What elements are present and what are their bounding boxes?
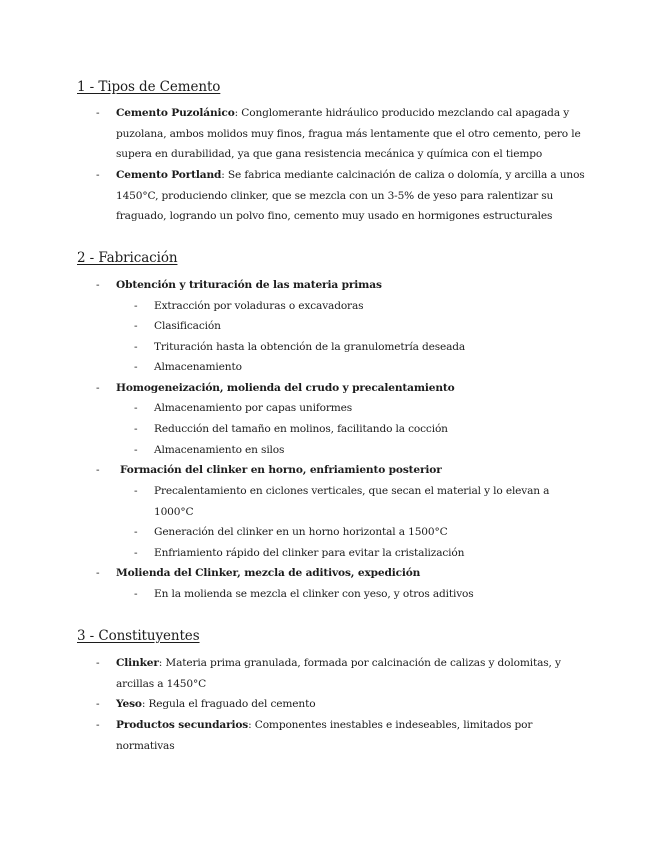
sub-item (134, 419, 574, 440)
list-dash: - (134, 402, 138, 414)
sub-item (134, 337, 574, 358)
list-dash: - (134, 444, 138, 456)
sub-item-text: Almacenamiento por capas uniformes (154, 402, 353, 414)
list-dash: - (134, 361, 138, 373)
sub-item (134, 316, 574, 337)
list-dash: - (134, 320, 138, 332)
sub-item-text: Reducción del tamaño en molinos, facilitando la cocción (154, 423, 448, 435)
section-heading-constituyentes: 3 - Constituyentes (77, 628, 200, 644)
sub-item-text: Trituración hasta la obtención de la granulometría deseada (154, 341, 466, 353)
list-dash: - (96, 567, 100, 579)
term: Cemento Puzolánico (116, 107, 235, 119)
list-item-cemento-puzolanico (96, 103, 586, 165)
sub-item-text: Extracción por voladuras o excavadoras (154, 300, 364, 312)
sub-item (134, 296, 574, 317)
definition: : Componentes inestables e indeseables, limitados por normativas (116, 719, 533, 752)
list-dash: - (96, 382, 100, 394)
list-dash: - (134, 341, 138, 353)
term: Clinker (116, 657, 159, 669)
sub-item (134, 357, 574, 378)
sub-item (134, 584, 574, 605)
term: Yeso (116, 698, 142, 710)
sub-item (134, 543, 574, 564)
term: Cemento Portland (116, 169, 222, 181)
group-title: Obtención y trituración de las materia primas (116, 279, 382, 291)
list-dash: - (96, 169, 100, 181)
sub-item-text: Clasificación (154, 320, 221, 332)
list-dash: - (96, 657, 100, 669)
section-heading-tipos: 1 - Tipos de Cemento (77, 79, 221, 95)
list-dash: - (96, 464, 100, 476)
sub-item-text: Generación del clinker en un horno horizontal a 1500°C (154, 526, 448, 538)
list-dash: - (96, 279, 100, 291)
list-dash: - (134, 526, 138, 538)
definition: : Conglomerante hidráulico producido mezclando cal apagada y puzolana, ambos molidos muy finos, fragua más lentamente que el otro cemento, pero le supera en durabilidad, ya que gana resistencia mecánica y química con el tiempo (116, 107, 581, 160)
definition: : Materia prima granulada, formada por calcinación de calizas y dolomitas, y arcillas a 1450°C (116, 657, 561, 690)
group-title: Homogeneización, molienda del crudo y precalentamiento (116, 382, 455, 394)
group-title: Molienda del Clinker, mezcla de aditivos, expedición (116, 567, 421, 579)
list-dash: - (134, 588, 138, 600)
list-dash: - (96, 698, 100, 710)
group-title-homogeneizacion (96, 378, 586, 399)
list-item-clinker (96, 653, 586, 694)
definition: : Se fabrica mediante calcinación de caliza o dolomía, y arcilla a unos 1450°C, produciendo clinker, que se mezcla con un 3-5% de yeso para ralentizar su fraguado, logrando un polvo fino, cemento muy usado en hormigones estructurales (116, 169, 585, 222)
list-dash: - (96, 107, 100, 119)
sub-item-text: Enfriamiento rápido del clinker para evitar la cristalización (154, 547, 465, 559)
sub-item-text: Almacenamiento en silos (154, 444, 285, 456)
sub-item (134, 522, 574, 543)
sub-item-text: Precalentamiento en ciclones verticales, que secan el material y lo elevan a 1000°C (154, 485, 550, 518)
list-dash: - (134, 485, 138, 497)
list-dash: - (134, 423, 138, 435)
term: Productos secundarios (116, 719, 249, 731)
sub-item-text: Almacenamiento (154, 361, 242, 373)
sub-item (134, 481, 574, 522)
list-item-cemento-portland (96, 165, 586, 227)
list-item-yeso (96, 694, 586, 715)
group-title-formacion (96, 460, 590, 481)
group-title-obtencion (96, 275, 586, 296)
sub-item (134, 440, 574, 461)
list-dash: - (96, 719, 100, 731)
list-item-productos-secundarios (96, 715, 586, 756)
definition: : Regula el fraguado del cemento (141, 698, 316, 710)
list-dash: - (134, 547, 138, 559)
list-dash: - (134, 300, 138, 312)
group-title: Formación del clinker en horno, enfriamiento posterior (120, 464, 442, 476)
sub-item-text: En la molienda se mezcla el clinker con yeso, y otros aditivos (154, 588, 474, 600)
sub-item (134, 398, 574, 419)
group-title-molienda (96, 563, 586, 584)
section-heading-fabricacion: 2 - Fabricación (77, 250, 178, 266)
